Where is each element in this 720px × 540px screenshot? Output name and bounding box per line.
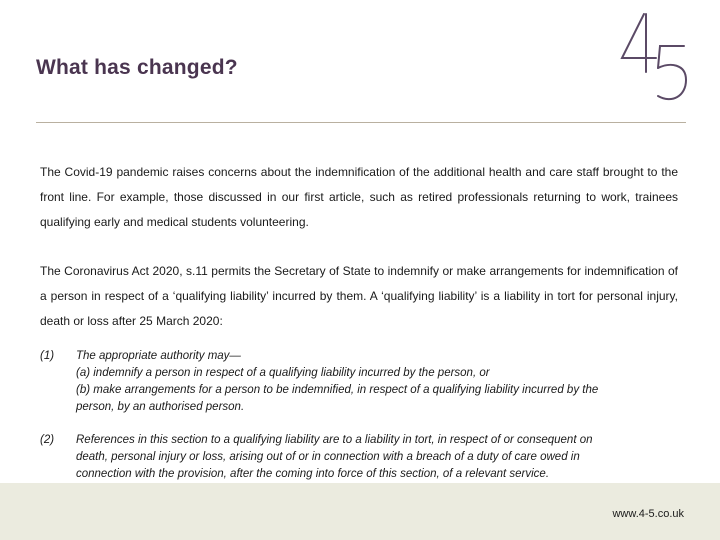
- statute-item-text: [76, 432, 676, 483]
- statute-line: (b) make arrangements for a person to be indemnified, in respect of a qualifying liability incurred by the: [76, 384, 599, 396]
- footer-website-link[interactable]: www.4-5.co.uk: [612, 508, 684, 520]
- title-divider: [36, 122, 686, 123]
- slide-title: What has changed?: [36, 56, 238, 79]
- statute-line: (a) indemnify a person in respect of a qualifying liability incurred by the person, or: [76, 367, 490, 379]
- statute-line: person, by an authorised person.: [76, 401, 245, 413]
- act-paragraph: The Coronavirus Act 2020, s.11 permits the Secretary of State to indemnify or make arrangements for indemnification of a person in respect of a ‘qualifying liability’ incurred by them. A ‘qualifying liability’ is a liability in tort for personal injury, death or loss after 25 March 2020:: [40, 264, 678, 328]
- intro-paragraph: The Covid-19 pandemic raises concerns about the indemnification of the additional health and care staff brought to the front line. For example, those discussed in our first article, such as retired professionals returning to work, trainees qualifying early and medical students volunteering.: [40, 165, 678, 229]
- statute-line: connection with the provision, after the coming into force of this section, of a relevant service.: [76, 468, 550, 480]
- statute-item-text: [76, 348, 676, 416]
- statute-item-number: (2): [40, 434, 55, 446]
- chambers-logo: [614, 12, 694, 104]
- statute-item-number: (1): [40, 350, 55, 362]
- statute-line: References in this section to a qualifying liability are to a liability in tort, in respect of or consequent on: [76, 434, 593, 446]
- statute-line: The appropriate authority may—: [76, 350, 241, 362]
- statute-line: death, personal injury or loss, arising out of or in connection with a breach of a duty of care owed in: [76, 451, 580, 463]
